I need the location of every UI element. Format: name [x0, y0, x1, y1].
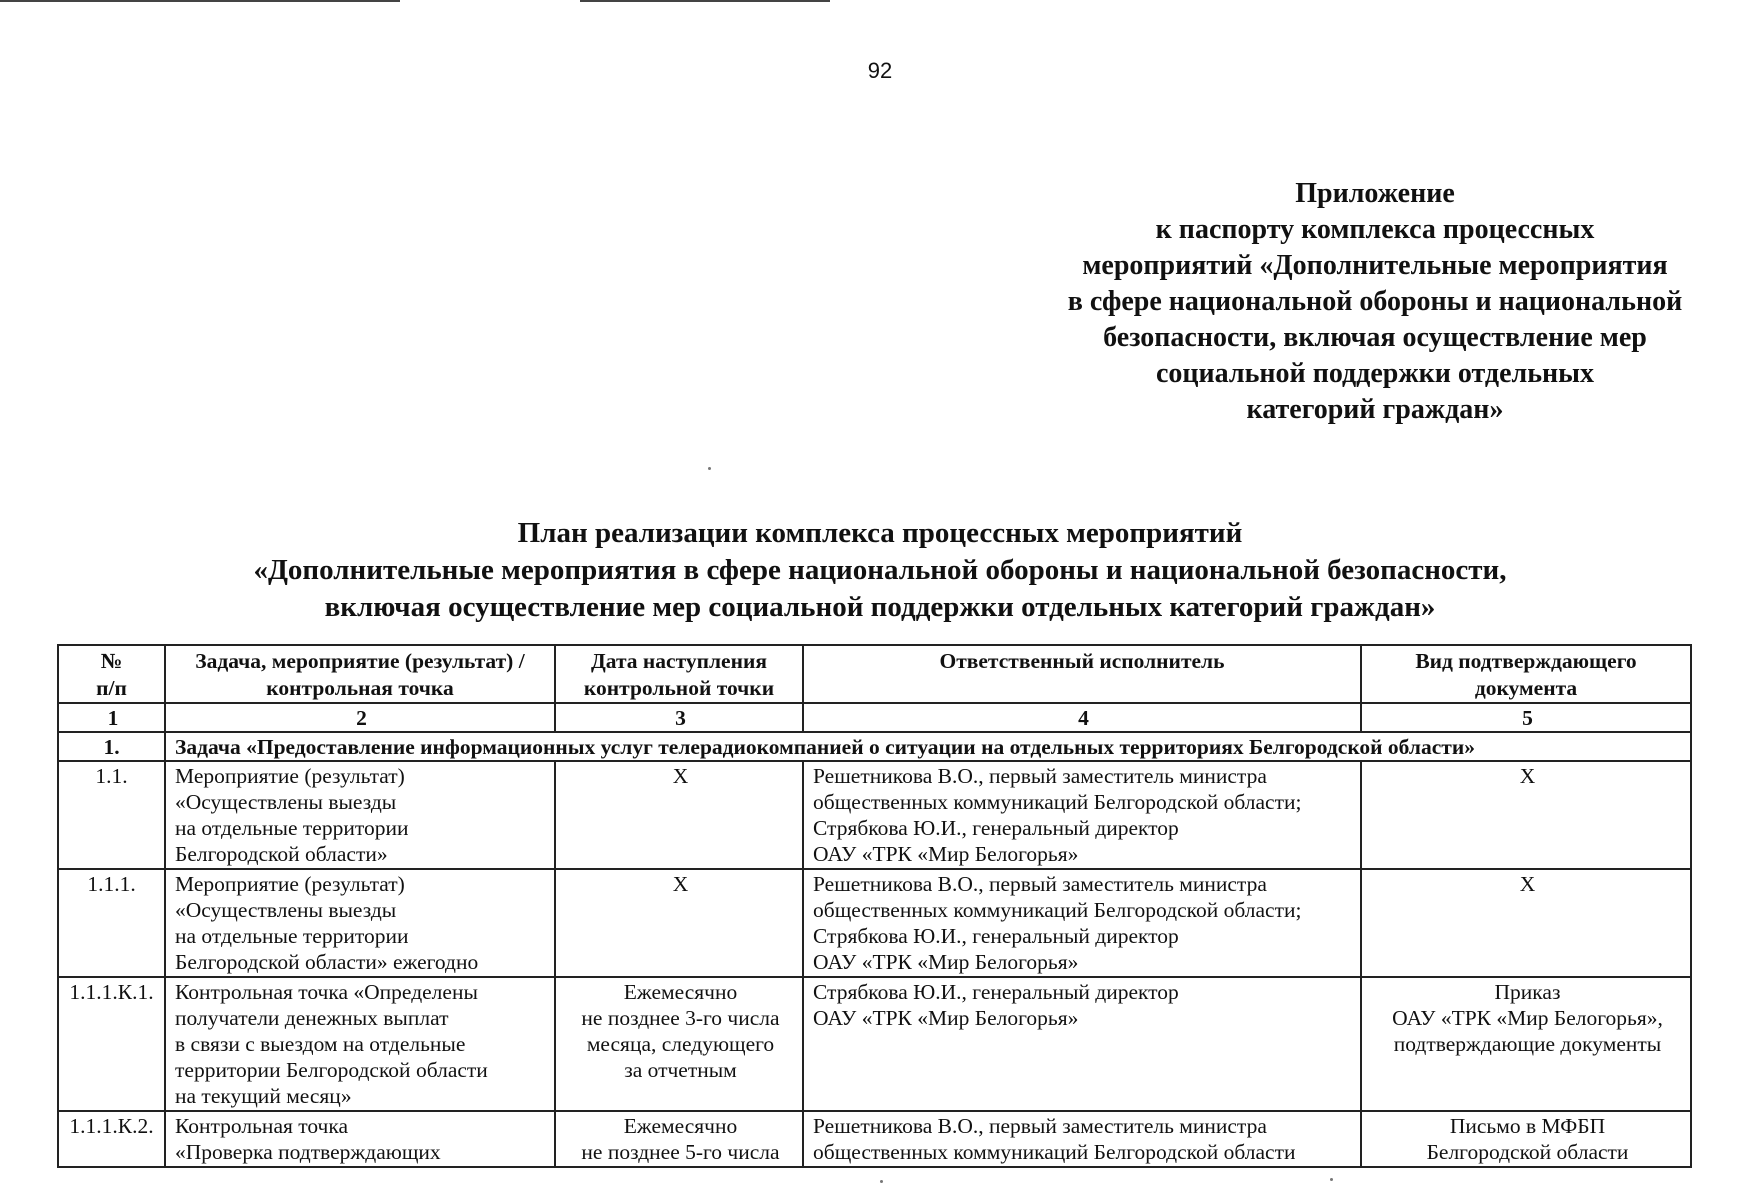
row-activity: Контрольная точка «Определены получатели денежных выплат в связи с выездом на отдельные территории Белгородской области на текущий месяц»	[165, 977, 555, 1111]
header-activity: Задача, мероприятие (результат) / контрольная точка	[165, 645, 555, 703]
row-number: 1.1.1.	[58, 869, 165, 977]
scan-speck	[880, 1180, 883, 1183]
appendix-heading	[1045, 176, 1705, 428]
row-number: 1.1.1.К.2.	[58, 1111, 165, 1167]
table-row	[58, 869, 1691, 977]
row-date: Х	[555, 761, 803, 869]
plan-title	[0, 515, 1760, 626]
row-date: Ежемесячно не позднее 5-го числа	[555, 1111, 803, 1167]
appendix-line: в сфере национальной обороны и национальной	[1067, 286, 1683, 317]
header-document: Вид подтверждающего документа	[1361, 645, 1691, 703]
row-date: Х	[555, 869, 803, 977]
column-number-row	[58, 703, 1691, 732]
plan-table	[57, 644, 1692, 1168]
task-number: 1.	[58, 732, 165, 761]
scan-speck	[708, 467, 711, 470]
appendix-line: безопасности, включая осуществление мер	[1103, 322, 1647, 353]
row-responsible: Решетникова В.О., первый заместитель министра общественных коммуникаций Белгородской области	[803, 1111, 1361, 1167]
row-document: Х	[1361, 869, 1691, 977]
row-number: 1.1.1.К.1.	[58, 977, 165, 1111]
column-number: 4	[803, 703, 1361, 732]
plan-title-line: План реализации комплекса процессных мероприятий	[517, 517, 1243, 549]
table-row	[58, 977, 1691, 1111]
scan-edge-line	[580, 0, 830, 2]
row-number: 1.1.	[58, 761, 165, 869]
row-date: Ежемесячно не позднее 3-го числа месяца, следующего за отчетным	[555, 977, 803, 1111]
table-row	[58, 1111, 1691, 1167]
header-number: № п/п	[58, 645, 165, 703]
task-row	[58, 732, 1691, 761]
scan-edge-line	[0, 0, 400, 2]
scan-speck	[1330, 1178, 1333, 1181]
row-activity: Мероприятие (результат) «Осуществлены выезды на отдельные территории Белгородской области» ежегодно	[165, 869, 555, 977]
header-responsible: Ответственный исполнитель	[803, 645, 1361, 703]
row-responsible: Решетникова В.О., первый заместитель министра общественных коммуникаций Белгородской области; Стрябкова Ю.И., генеральный директор ОАУ «ТРК «Мир Белогорья»	[803, 869, 1361, 977]
row-document: Приказ ОАУ «ТРК «Мир Белогорья», подтверждающие документы	[1361, 977, 1691, 1111]
plan-title-line: включая осуществление мер социальной поддержки отдельных категорий граждан»	[324, 591, 1436, 623]
row-activity: Контрольная точка «Проверка подтверждающих	[165, 1111, 555, 1167]
column-number: 5	[1361, 703, 1691, 732]
row-document: Х	[1361, 761, 1691, 869]
row-responsible: Стрябкова Ю.И., генеральный директор ОАУ «ТРК «Мир Белогорья»	[803, 977, 1361, 1111]
task-text: Задача «Предоставление информационных услуг телерадиокомпанией о ситуации на отдельных территориях Белгородской области»	[165, 732, 1691, 761]
table-header-row	[58, 645, 1691, 703]
appendix-line: мероприятий «Дополнительные мероприятия	[1082, 250, 1668, 281]
appendix-line: категорий граждан»	[1246, 394, 1504, 425]
appendix-line: Приложение	[1295, 178, 1455, 209]
column-number: 3	[555, 703, 803, 732]
plan-title-line: «Дополнительные мероприятия в сфере национальной обороны и национальной безопасности,	[253, 554, 1507, 586]
table-row	[58, 761, 1691, 869]
row-responsible: Решетникова В.О., первый заместитель министра общественных коммуникаций Белгородской области; Стрябкова Ю.И., генеральный директор ОАУ «ТРК «Мир Белогорья»	[803, 761, 1361, 869]
column-number: 1	[58, 703, 165, 732]
row-activity: Мероприятие (результат) «Осуществлены выезды на отдельные территории Белгородской области»	[165, 761, 555, 869]
appendix-line: социальной поддержки отдельных	[1155, 358, 1595, 389]
column-number: 2	[165, 703, 555, 732]
row-document: Письмо в МФБП Белгородской области	[1361, 1111, 1691, 1167]
header-date: Дата наступления контрольной точки	[555, 645, 803, 703]
appendix-line: к паспорту комплекса процессных	[1155, 214, 1595, 245]
page-number: 92	[867, 58, 893, 83]
